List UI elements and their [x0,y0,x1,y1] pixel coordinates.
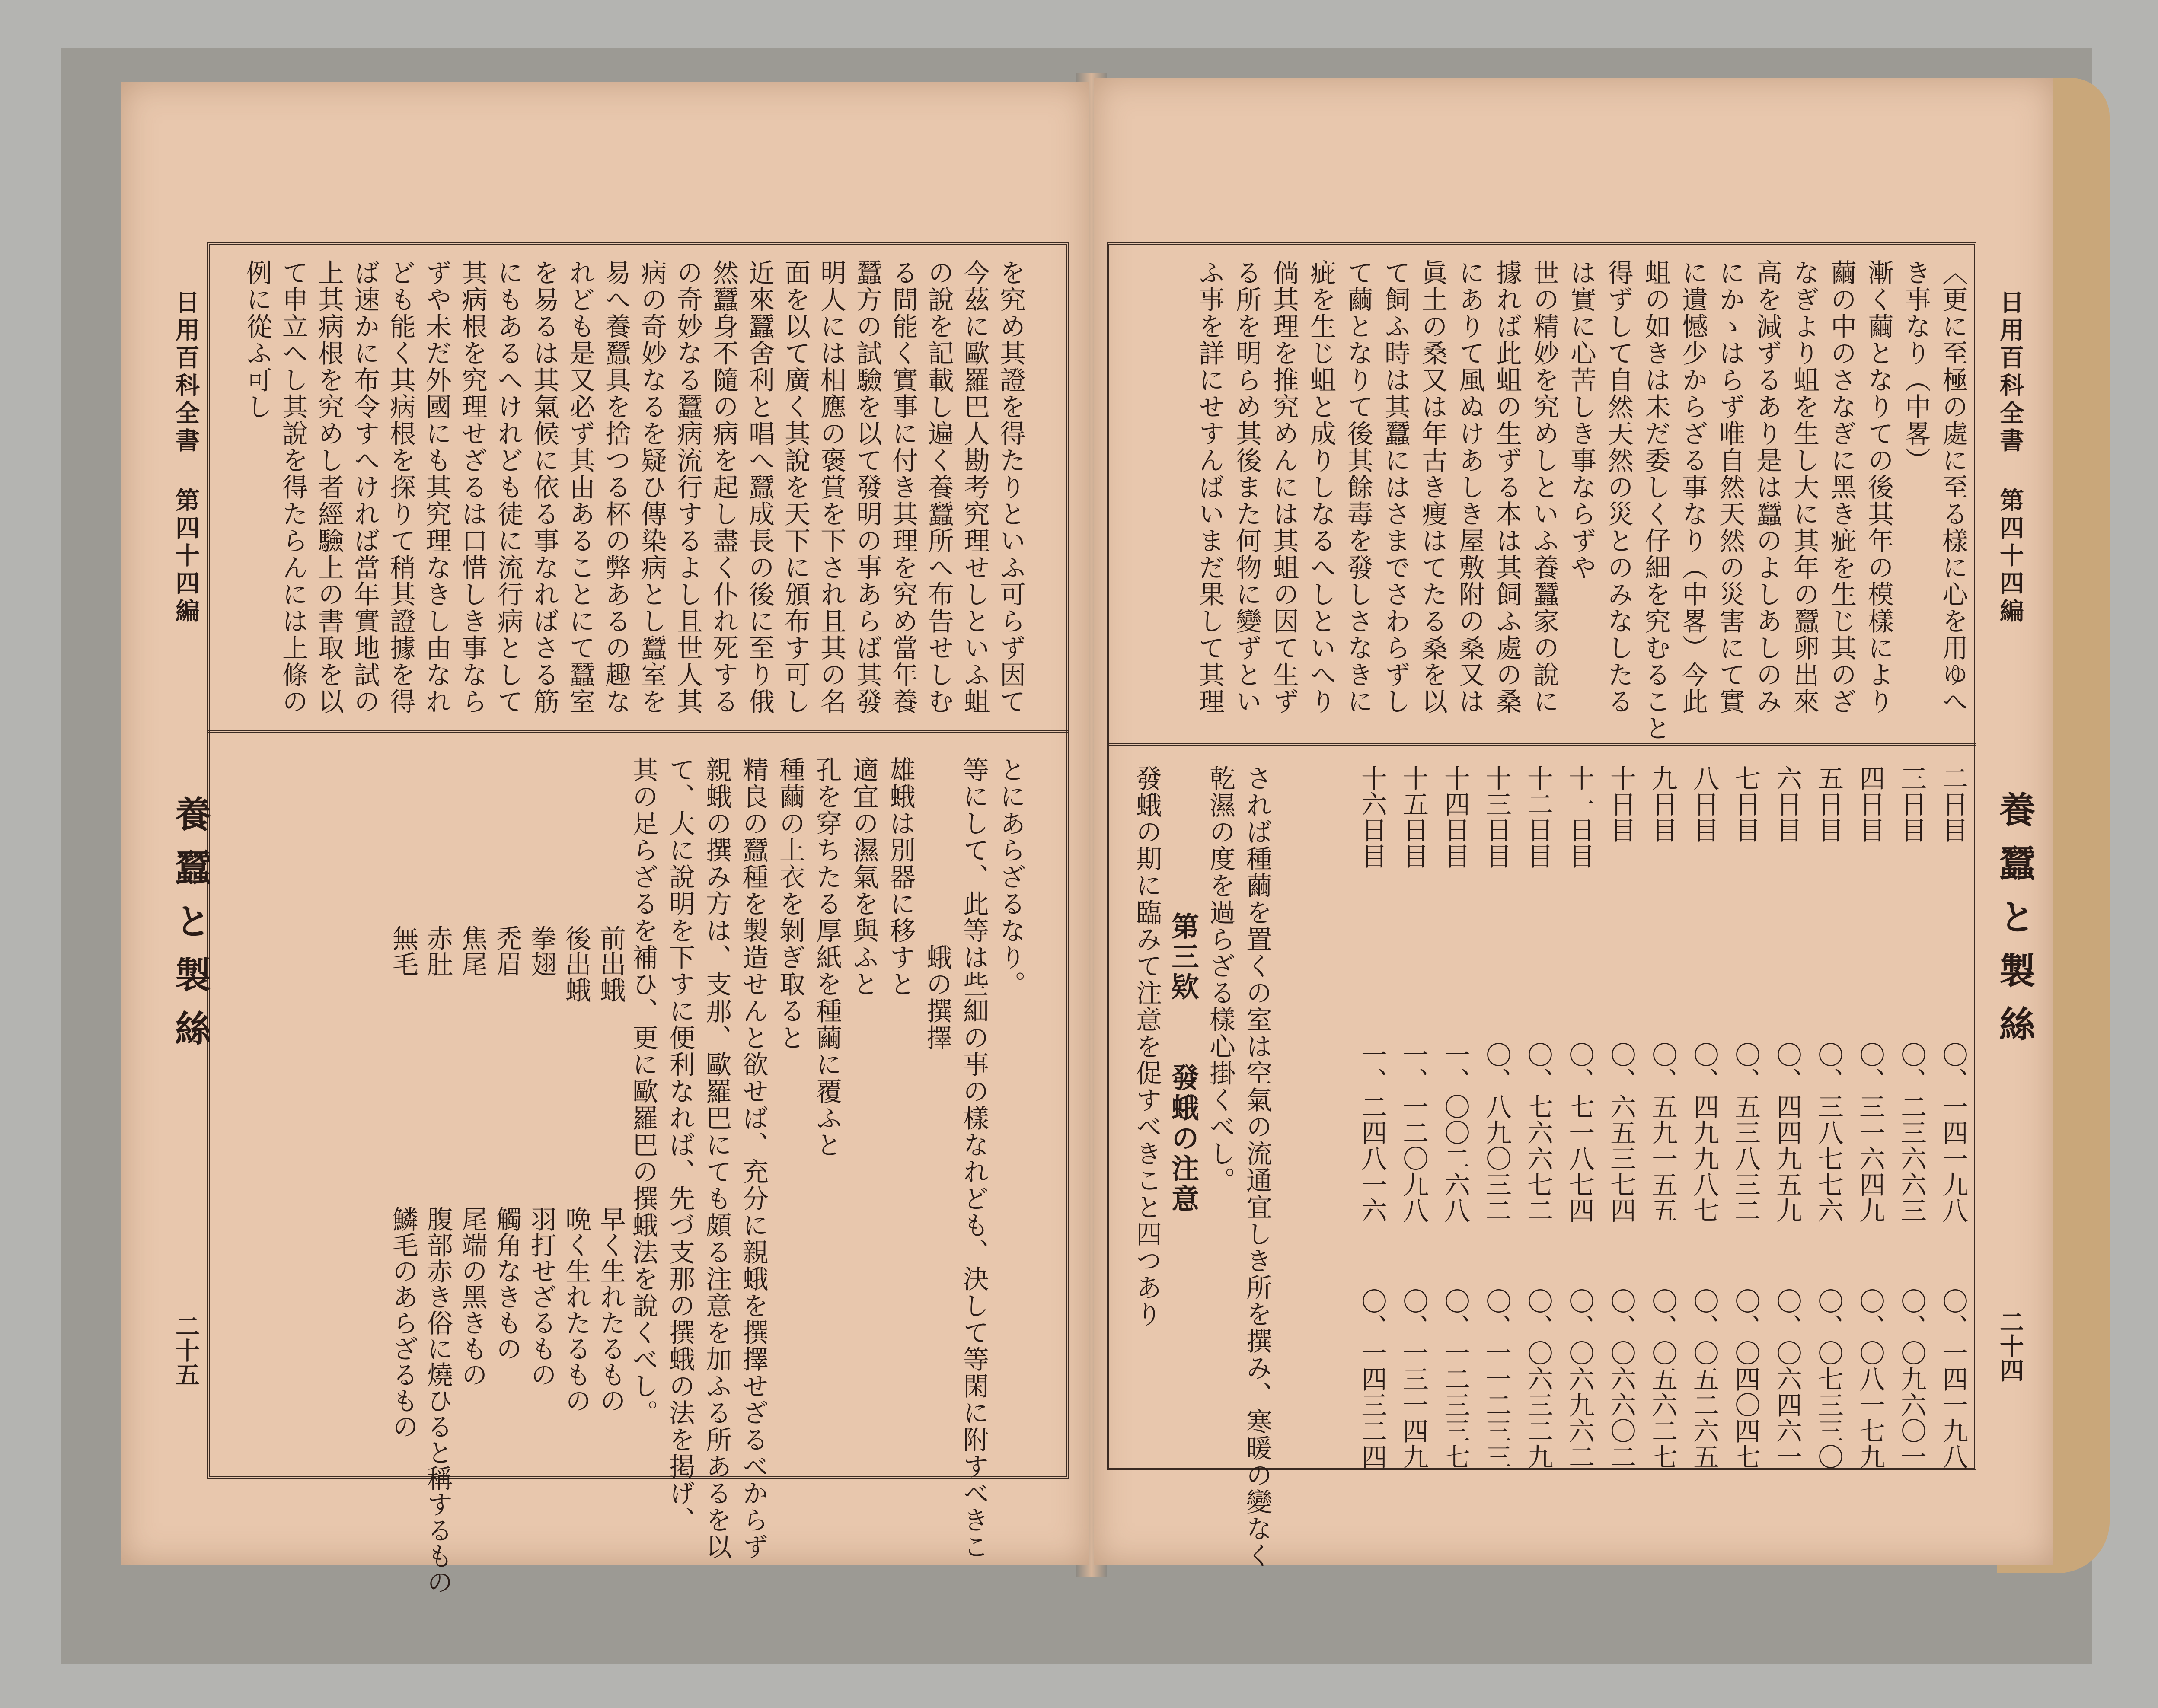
body-column: は實に心苦しき事ならずや [1566,259,1596,581]
body-column: を究め其證を得たりといふ可らず因て [996,259,1026,715]
moth-term-label: 前出蛾 [596,925,626,1003]
body-column: 種繭の上衣を剝ぎ取ると [775,756,805,1051]
table-value-b-cell: 〇、〇六九六二 [1564,1288,1595,1469]
left-running-title: 養蠶と製絲 [169,795,212,1063]
table-day-cell: 七日目 [1730,765,1761,843]
body-column: 蠶方の試驗を以て發明の事あらば其發 [852,259,882,715]
body-column: 孔を穿ちたる厚紙を種繭に覆ふと [812,756,842,1158]
moth-term-label: 禿眉 [492,925,522,977]
body-column: 蛆の如きは未だ委しく仔細を究むること [1641,259,1671,742]
left-page [121,82,1089,1595]
table-value-a-cell: 〇、一四一九八 [1938,1042,1968,1223]
body-column: 易へ養蠶具を捨つる杯の弊あるの趣な [601,259,631,715]
body-column: 例に從ふ可し [242,259,272,420]
body-column: て繭となりて後其餘毒を發しさなきに [1343,259,1373,715]
left-page-divider [208,730,1068,733]
moth-term-description: 早く生れたるもの [596,1206,626,1413]
section-heading: 第三欵 發蛾の注意 [1167,912,1199,1214]
table-value-b-cell: 〇、〇六六〇二 [1606,1288,1636,1469]
table-value-a-cell: 〇、七六六七二 [1523,1042,1553,1223]
table-value-b-cell: 〇、一四一九八 [1938,1288,1968,1469]
table-day-cell: 十五日目 [1398,765,1429,869]
table-value-b-cell: 〇、一四三二四 [1357,1288,1387,1469]
table-value-b-cell: 〇、〇四〇四七 [1730,1288,1761,1469]
body-column: 今茲に歐羅巴人勘考究理せしといふ蛆 [960,259,990,715]
body-column: 疵を生じ蛆と成りしなるへしといへり [1306,259,1336,715]
body-column: 得ずして自然天然の災とのみなしたる [1603,259,1634,715]
body-column: き事なり（中畧） [1901,259,1931,474]
table-value-a-cell: 〇、三八七七六 [1813,1042,1844,1223]
table-day-cell: 四日目 [1855,765,1885,843]
table-value-b-cell: 〇、〇六四六一 [1772,1288,1802,1469]
body-column: 漸く繭となりての後其年の模樣により [1864,259,1894,715]
body-column: て、大に說明を下すに便利なれば、先づ支那の撰蛾の法を掲げ、 [665,756,695,1533]
moth-term-description: 尾端の黑きもの [457,1206,488,1387]
left-page-number: 二十五 [172,1314,200,1386]
body-column: 繭の中のさなぎに黑き疵を生じ其のざ [1826,259,1857,715]
table-day-cell: 十一日目 [1564,765,1595,869]
table-value-a-cell: 〇、三一六四九 [1855,1042,1885,1223]
right-page-number: 二十四 [1996,1310,2024,1382]
body-column: 上其病根を究めし者經驗上の書取を以 [314,259,344,715]
body-column: 高を減ずるあり是は蠶のよしあしのみ [1752,259,1782,715]
body-column: れども是又必ず其由あることにて蠶室 [565,259,595,715]
left-running-header: 日用百科全書 第四十四編 [172,290,200,626]
moth-term-label: 拳翅 [527,925,557,977]
table-value-a-cell: 〇、五三八三二 [1730,1042,1761,1223]
table-day-cell: 三日目 [1896,765,1927,843]
table-value-b-cell: 〇、〇八一七九 [1855,1288,1885,1469]
table-value-a-cell: 〇、五九一五五 [1647,1042,1678,1223]
table-value-a-cell: 〇、四九九八七 [1689,1042,1719,1223]
body-column: 適宜の濕氣を與ふと [849,756,879,997]
final-column: 發蛾の期に臨みて注意を促すべきこと四つあり [1132,765,1162,1328]
table-day-cell: 九日目 [1647,765,1678,843]
table-value-a-cell: 一、一二〇九八 [1398,1042,1429,1223]
body-column: 〈更に至極の處に至る樣に心を用ゆへ [1938,259,1968,715]
table-day-cell: 八日目 [1689,765,1719,843]
moth-term-description: 觸角なきもの [492,1206,522,1361]
table-value-b-cell: 〇、〇六三二九 [1523,1288,1553,1469]
table-value-a-cell: 〇、六五三七四 [1606,1042,1636,1223]
table-value-a-cell: 〇、四四九五九 [1772,1042,1802,1223]
body-column: て申立へし其說を得たらんには上條の [278,259,308,715]
table-day-cell: 二日目 [1938,765,1968,843]
table-day-cell: 十三日目 [1481,765,1512,869]
body-column: 面を以て廣く其說を天下に頒布す可し [780,259,811,715]
body-column: 親蛾の撰み方は、支那、歐羅巴にても頗る注意を加ふる所あるを以 [702,756,732,1560]
table-value-b-cell: 〇、〇九六〇一 [1896,1288,1927,1469]
table-value-b-cell: 〇、〇七三三〇 [1813,1288,1844,1469]
body-column: 倘其理を推究めんには其蛆の因て生ず [1269,259,1299,715]
body-column: にありて風ぬけあしき屋敷附の桑又は [1455,259,1485,715]
body-column: 其の足らざるを補ひ、更に歐羅巴の撰蛾法を說くべし。 [628,756,658,1426]
moth-term-description: 羽打せざるもの [527,1206,557,1387]
body-column: 病の奇妙なるを疑ひ傳染病とし蠶室を [637,259,667,715]
moth-term-label: 無毛 [388,925,418,977]
body-column: にかゝはらず唯自然天然の災害にて實 [1715,259,1745,715]
table-value-b-cell: 〇、一一二三三 [1481,1288,1512,1469]
body-column: 眞土の桑又は年古き痩はてたる桑を以 [1417,259,1448,715]
table-value-b-cell: 〇、一二三三七 [1440,1288,1470,1469]
body-column: て飼ふ時は其蠶にはさまでさわらずし [1380,259,1411,715]
body-column: とにあらざるなり。 [996,756,1026,997]
moth-term-description: 腹部赤き俗に燒ひると稱するもの [423,1206,453,1595]
body-column: 雄蛾は別器に移すと [885,756,916,997]
body-column: の說を記載し遍く養蠶所へ布告せしむ [924,259,954,715]
body-column: 等にして、此等は些細の事の樣なれども、決して等閑に附すべきこ [959,756,989,1560]
table-day-cell: 十二日目 [1523,765,1553,869]
body-column: 其病根を究理せざるは口惜しき事なら [457,259,488,715]
body-column: を易るは其氣候に依る事なればさる筋 [529,259,559,715]
table-day-cell: 十六日目 [1357,765,1387,869]
moth-term-description: 鱗毛のあらざるもの [388,1206,418,1439]
moth-term-label: 後出蛾 [561,925,591,1003]
right-running-title: 養蠶と製絲 [1993,791,2036,1059]
moth-term-label: 焦尾 [457,925,488,977]
body-column: ふ事を詳にせすんばいまだ果して其理 [1194,259,1225,715]
note-column-2: 乾濕の度を過らざる樣心掛くべし。 [1205,765,1235,1194]
table-day-cell: 十日目 [1606,765,1636,843]
table-value-a-cell: 〇、八九〇三二 [1481,1042,1512,1223]
right-page-divider [1107,743,1976,746]
body-column: る間能く實事に付き其理を究め當年養 [888,259,918,715]
body-column: の奇妙なる蠶病流行するよし且世人其 [673,259,703,715]
table-value-b-cell: 〇、一三一四九 [1398,1288,1429,1469]
table-value-b-cell: 〇、〇五二六五 [1689,1288,1719,1469]
body-column: る所を明らめ其後また何物に變ずとい [1232,259,1262,715]
body-column: なぎより蛆を生し大に其年の蠶卵出來 [1789,259,1820,715]
right-running-header: 日用百科全書 第四十四編 [1996,290,2024,626]
body-column: 世の精妙を究めしといふ養蠶家の說に [1529,259,1559,715]
table-value-a-cell: 〇、二三六六三 [1896,1042,1927,1223]
table-day-cell: 十四日目 [1440,765,1470,869]
table-value-a-cell: 一、二四八一六 [1357,1042,1387,1223]
body-column: 蛾の撰擇 [922,756,952,1051]
body-column: 然蠶身不隨の病を起し盡く仆れ死する [709,259,739,715]
body-column: に遺憾少からざる事なり（中畧）今此 [1678,259,1708,715]
note-column-1: されば種繭を置くの室は空氣の流通宜しき所を撰み、寒暖の變なく [1242,765,1272,1569]
body-column: 據れば此蛆の生ずる本は其飼ふ處の桑 [1492,259,1522,715]
table-day-cell: 六日目 [1772,765,1802,843]
table-value-b-cell: 〇、〇五六二七 [1647,1288,1678,1469]
moth-term-label: 赤肚 [423,925,453,977]
table-day-cell: 五日目 [1813,765,1844,843]
body-column: ば速かに布令すへければ當年實地試の [350,259,380,715]
moth-term-description: 晩く生れたるもの [561,1206,591,1413]
right-page [1094,78,2053,1569]
body-column: ずや未だ外國にも其究理なきし由なれ [421,259,452,715]
body-column: 近來蠶舍利と唱へ蠶成長の後に至り俄 [744,259,775,715]
table-value-a-cell: 一、〇〇二六八 [1440,1042,1470,1223]
body-column: 精良の蠶種を製造せんと欲せば、充分に親蛾を撰擇せざるべからず [738,756,769,1560]
body-column: ども能く其病根を探りて稍其證據を得 [386,259,416,715]
body-column: 明人には相應の褒賞を下され且其の名 [816,259,846,715]
table-value-a-cell: 〇、七一八七四 [1564,1042,1595,1223]
body-column: にもあるへけれども徒に流行病として [493,259,524,715]
